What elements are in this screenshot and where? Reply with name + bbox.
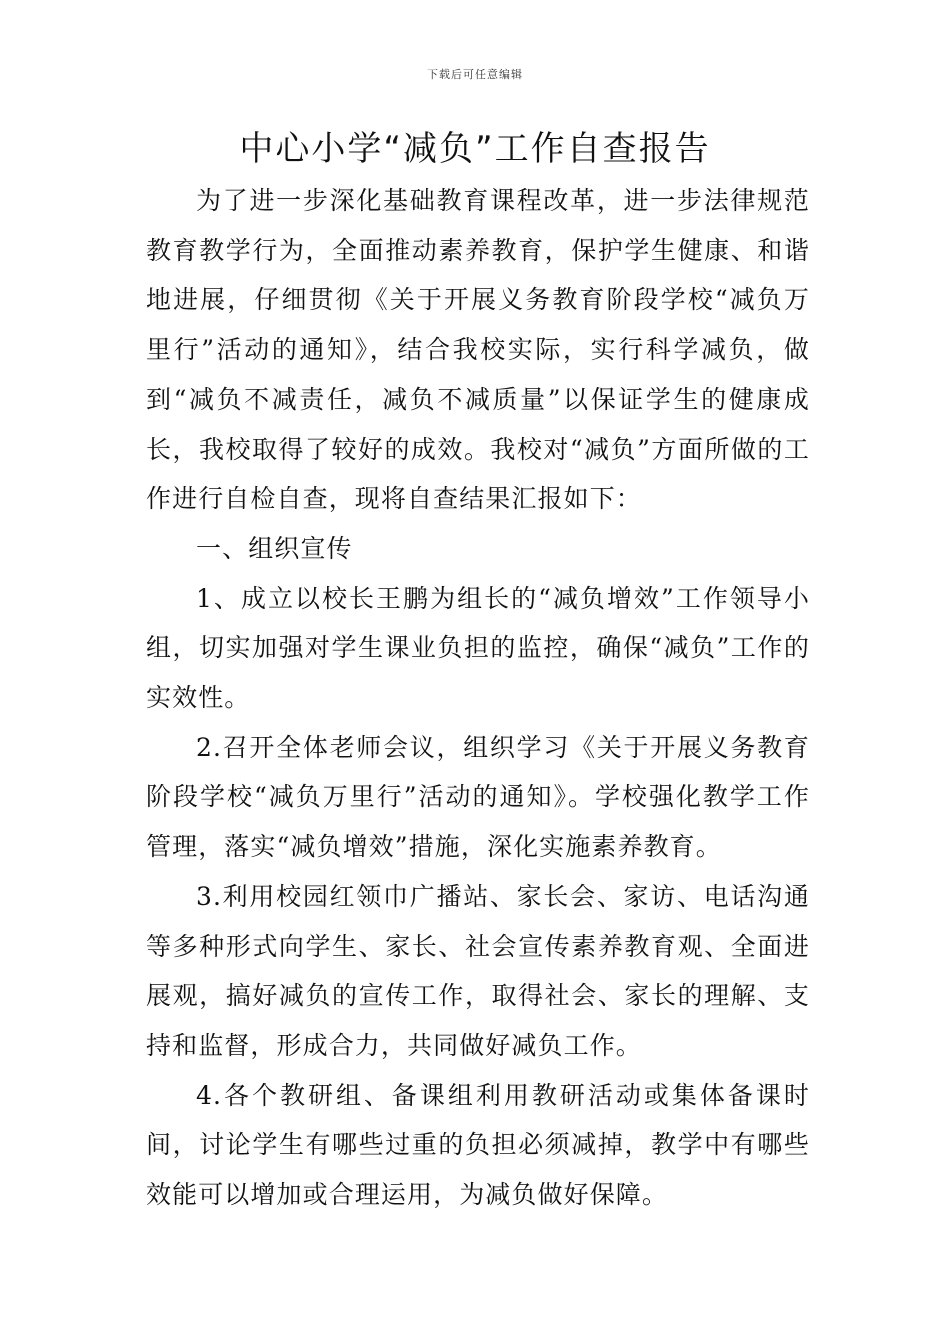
paragraph-intro: 为了进一步深化基础教育课程改革，进一步法律规范教育教学行为，全面推动素养教育，保护学生健康、和谐地进展，仔细贯彻《关于开展义务教育阶段学校“减负万里行”活动的通知》，结合我校实际，实行科学减负，做到“减负不减责任，减负不减质量”以保证学生的健康成长，我校取得了较好的成效。我校对“减负”方面所做的工作进行自检自查，现将自查结果汇报如下： [146,186,810,514]
paragraph-item-1: 1、成立以校长王鹏为组长的“减负增效”工作领导小组，切实加强对学生课业负担的监控，确保“减负”工作的实效性。 [146,583,810,713]
paragraph-item-2: 2.召开全体老师会议，组织学习《关于开展义务教育阶段学校“减负万里行”活动的通知》。学校强化教学工作管理，落实“减负增效”措施，深化实施素养教育。 [146,732,810,862]
document-body [146,176,810,1220]
paragraph-item-4: 4.各个教研组、备课组利用教研活动或集体备课时间，讨论学生有哪些过重的负担必须减掉，教学中有哪些效能可以增加或合理运用，为减负做好保障。 [146,1080,810,1210]
section-heading-organization: 一、组织宣传 [196,533,353,563]
document-title: 中心小学“减负”工作自查报告 [239,129,711,169]
header-note: 下载后可任意编辑 [427,68,523,81]
paragraph-item-3: 3.利用校园红领巾广播站、家长会、家访、电话沟通等多种形式向学生、家长、社会宣传素养教育观、全面进展观，搞好减负的宣传工作，取得社会、家长的理解、支持和监督，形成合力，共同做好减负工作。 [146,881,810,1060]
